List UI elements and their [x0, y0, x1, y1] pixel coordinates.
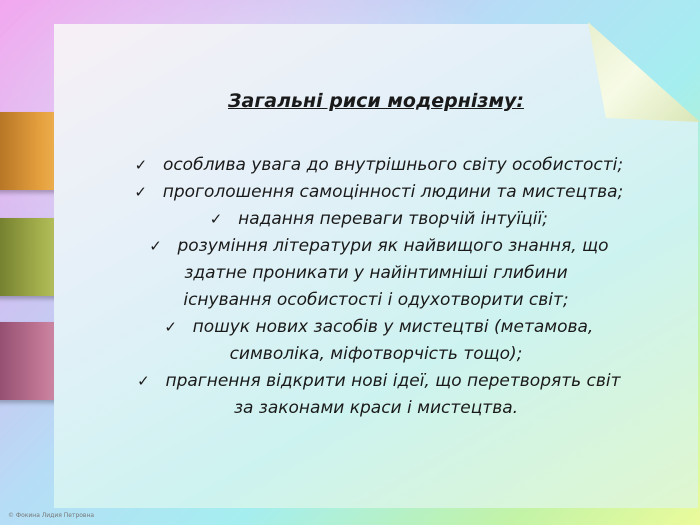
list-item: [54, 206, 698, 233]
check-icon: ✓: [149, 237, 162, 255]
item-text: надання переваги творчій інтуїції;: [238, 209, 548, 229]
item-text: проголошення самоцінності людини та мистецтва;: [162, 182, 624, 202]
footer-credit: © Фокина Лидия Петровна: [8, 512, 95, 519]
slide-content: [54, 24, 698, 508]
item-text: здатне проникати у найінтимніші глибини: [184, 263, 568, 283]
check-icon: ✓: [134, 156, 148, 174]
check-icon: ✓: [209, 210, 223, 228]
features-list: [54, 152, 698, 422]
list-item: [54, 368, 698, 422]
check-icon: ✓: [137, 372, 150, 390]
list-item: [54, 233, 698, 314]
item-text: особлива увага до внутрішнього світу особистості;: [162, 155, 624, 175]
list-item: [54, 314, 698, 368]
item-text: існування особистості і одухотворити світ;: [183, 290, 569, 310]
item-text: розуміння літератури як найвищого знання, що: [177, 236, 609, 256]
check-icon: ✓: [134, 183, 147, 201]
item-text: за законами краси і мистецтва.: [233, 398, 519, 418]
item-text: пошук нових засобів у мистецтві (метамова,: [192, 317, 594, 337]
list-item: [54, 179, 698, 206]
slide-title: Загальні риси модернізму:: [228, 90, 524, 112]
item-text: прагнення відкрити нові ідеї, що перетворять світ: [165, 371, 621, 391]
check-icon: ✓: [164, 318, 177, 336]
item-text: символіка, міфотворчість тощо);: [229, 344, 523, 364]
list-item: [54, 152, 698, 179]
